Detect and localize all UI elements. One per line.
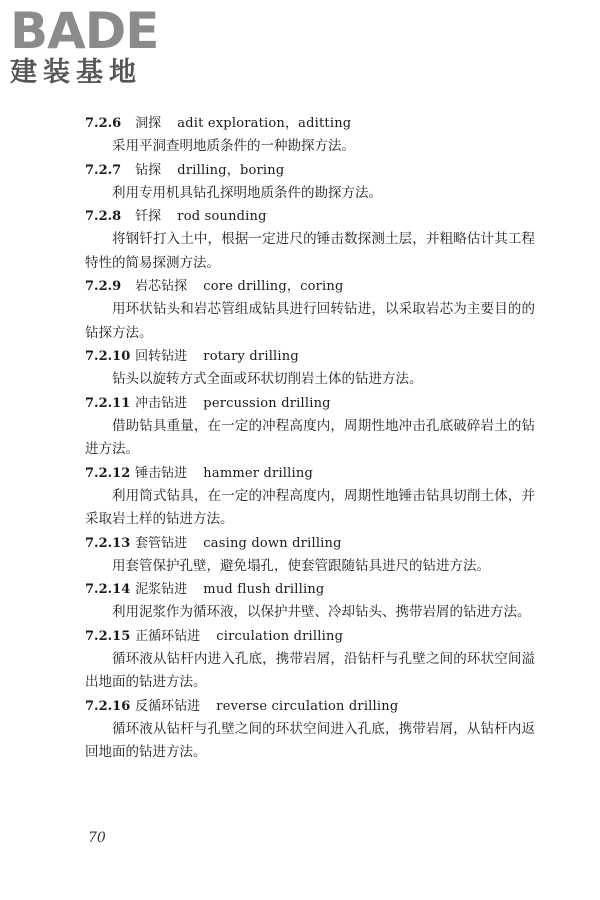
term-definition: 借助钻具重量，在一定的冲程高度内，周期性地冲击孔底破碎岩土的钻进方法。	[85, 417, 535, 457]
term-heading	[85, 462, 535, 485]
term-heading	[85, 625, 535, 648]
term-entry-7-2-12	[85, 462, 535, 532]
term-heading	[85, 532, 535, 555]
term-chinese: 泥浆钻进	[135, 582, 188, 597]
term-definition: 利用筒式钻具，在一定的冲程高度内，周期性地锤击钻具切削土体，并采取岩土样的钻进方法。	[85, 487, 535, 527]
term-heading	[85, 695, 535, 718]
term-chinese: 岩芯钻探	[135, 279, 188, 294]
term-number: 7.2.13	[85, 535, 131, 551]
term-entry-7-2-9	[85, 275, 535, 345]
term-entry-7-2-15	[85, 625, 535, 695]
term-number: 7.2.11	[85, 395, 131, 411]
term-number: 7.2.9	[85, 279, 122, 294]
term-definition: 循环液从钻杆与孔壁之间的环状空间进入孔底，携带岩屑，从钻杆内返回地面的钻进方法。	[85, 720, 535, 760]
term-english: rod sounding	[177, 209, 267, 224]
term-heading	[85, 159, 535, 182]
term-heading	[85, 205, 535, 228]
term-chinese: 钎探	[135, 209, 162, 224]
term-english: drilling，boring	[177, 162, 285, 178]
term-chinese: 回转钻进	[135, 349, 188, 364]
term-definition: 循环液从钻杆内进入孔底，携带岩屑，沿钻杆与孔壁之间的环状空间溢出地面的钻进方法。	[85, 650, 535, 690]
term-english: rotary drilling	[203, 349, 299, 364]
term-definition: 将钢钎打入土中，根据一定进尺的锤击数探测土层，并粗略估计其工程特性的简易探测方法。	[85, 231, 535, 271]
logo-wordmark: BADE	[10, 2, 159, 60]
term-definition: 用环状钻头和岩芯管组成钻具进行回转钻进，以采取岩芯为主要目的的钻探方法。	[85, 301, 535, 341]
term-number: 7.2.12	[85, 465, 131, 481]
term-number: 7.2.7	[85, 162, 122, 178]
term-english: circulation drilling	[216, 628, 344, 644]
term-entry-7-2-6	[85, 112, 535, 159]
term-entry-7-2-10	[85, 345, 535, 392]
term-number: 7.2.16	[85, 698, 131, 714]
term-number: 7.2.14	[85, 582, 131, 597]
logo-subtitle: 建装基地	[10, 57, 142, 88]
term-definition: 采用平洞查明地质条件的一种勘探方法。	[112, 138, 355, 154]
term-chinese: 冲击钻进	[135, 395, 188, 411]
term-english: adit exploration，aditting	[177, 116, 352, 131]
term-entry-7-2-7	[85, 159, 535, 206]
term-entry-7-2-11	[85, 392, 535, 462]
term-heading	[85, 578, 535, 601]
term-definition: 利用专用机具钻孔探明地质条件的勘探方法。	[112, 184, 382, 201]
term-english: casing down drilling	[203, 535, 342, 551]
logo	[10, 2, 180, 90]
page-number: 70	[88, 830, 106, 846]
term-definition: 钻头以旋转方式全面或环状切削岩土体的钻进方法。	[112, 371, 423, 387]
term-entry-7-2-13	[85, 532, 535, 579]
term-definition: 用套管保护孔壁，避免塌孔，使套管跟随钻具进尺的钻进方法。	[112, 557, 490, 574]
term-number: 7.2.6	[85, 116, 122, 131]
term-number: 7.2.15	[85, 628, 131, 644]
term-entry-7-2-14	[85, 578, 535, 625]
term-chinese: 套管钻进	[135, 535, 188, 551]
term-heading	[85, 275, 535, 298]
term-heading	[85, 345, 535, 368]
term-english: hammer drilling	[203, 465, 313, 481]
term-english: core drilling，coring	[203, 279, 344, 294]
term-chinese: 洞探	[135, 116, 162, 131]
term-english: percussion drilling	[203, 395, 331, 411]
term-definition: 利用泥浆作为循环液，以保护井壁、冷却钻头、携带岩屑的钻进方法。	[112, 604, 531, 620]
term-entry-7-2-16	[85, 695, 535, 765]
document-body	[85, 112, 535, 765]
term-number: 7.2.10	[85, 349, 131, 364]
term-chinese: 钻探	[135, 162, 162, 178]
term-heading	[85, 112, 535, 135]
term-number: 7.2.8	[85, 209, 122, 224]
term-heading	[85, 392, 535, 415]
term-entry-7-2-8	[85, 205, 535, 275]
term-english: mud flush drilling	[203, 582, 325, 597]
term-chinese: 反循环钻进	[135, 698, 201, 714]
term-chinese: 正循环钻进	[135, 628, 201, 644]
term-chinese: 锤击钻进	[135, 465, 188, 481]
term-english: reverse circulation drilling	[216, 698, 399, 714]
